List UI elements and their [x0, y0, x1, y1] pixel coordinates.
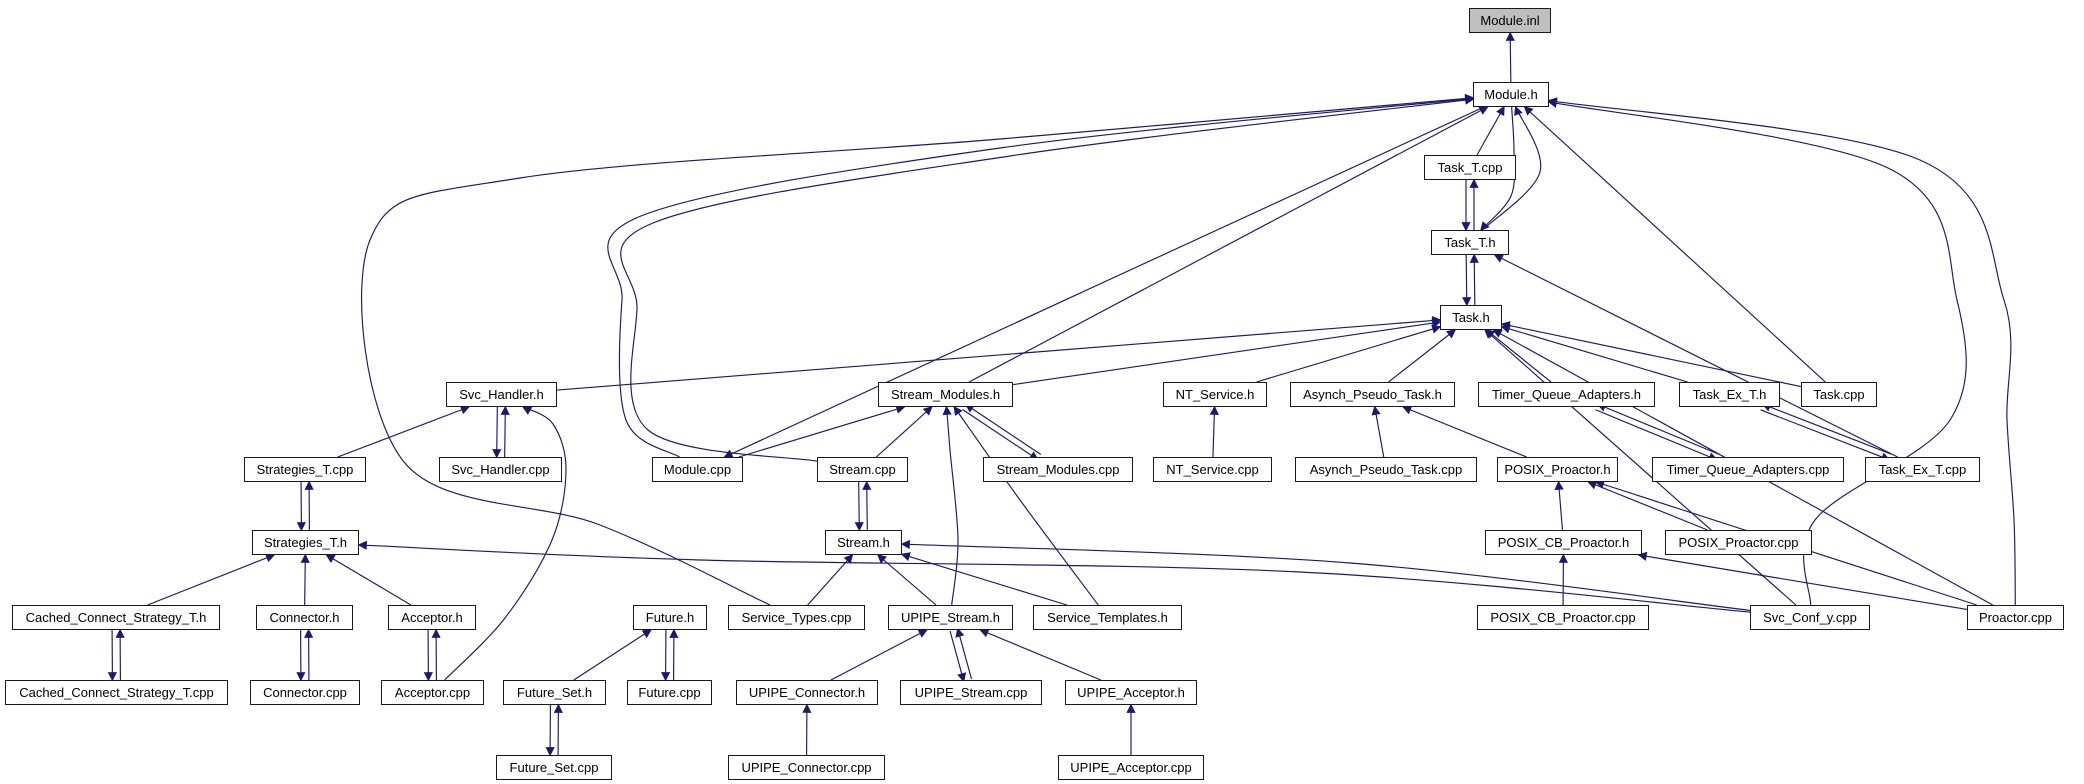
graph-node-Proactor.cpp[interactable]: Proactor.cpp	[1967, 605, 2064, 630]
edge-UPIPE_Stream.h-to-UPIPE_Stream.cpp	[950, 631, 964, 681]
graph-node-Future.h[interactable]: Future.h	[633, 605, 707, 630]
edge-UPIPE_Stream.cpp-to-UPIPE_Stream.h	[958, 629, 972, 679]
edge-Task.cpp-to-Module.h	[1525, 107, 1826, 382]
graph-node-Strategies_T.h[interactable]: Strategies_T.h	[252, 530, 359, 555]
graph-node-Svc_Handler.cpp[interactable]: Svc_Handler.cpp	[439, 457, 562, 482]
graph-node-UPIPE_Connector.cpp[interactable]: UPIPE_Connector.cpp	[728, 755, 885, 780]
graph-node-Asynch_Pseudo_Task.h[interactable]: Asynch_Pseudo_Task.h	[1290, 382, 1455, 407]
graph-node-Timer_Queue_Adapters.cpp[interactable]: Timer_Queue_Adapters.cpp	[1652, 457, 1844, 482]
graph-node-NT_Service.h[interactable]: NT_Service.h	[1163, 382, 1267, 407]
graph-node-Stream.h[interactable]: Stream.h	[825, 530, 902, 555]
edge-NT_Service.cpp-to-NT_Service.h	[1213, 407, 1215, 457]
graph-node-UPIPE_Stream.h[interactable]: UPIPE_Stream.h	[888, 605, 1013, 630]
graph-node-Task_T.h[interactable]: Task_T.h	[1431, 230, 1509, 255]
edge-Task_Ex_T.cpp-to-Task_Ex_T.h	[1763, 404, 1892, 454]
edge-Task_Ex_T.h-to-Task_Ex_T.cpp	[1761, 410, 1890, 460]
edge-Asynch_Pseudo_Task.h-to-Task.h	[1388, 330, 1455, 382]
graph-node-Cached_Connect_Strategy_T.h[interactable]: Cached_Connect_Strategy_T.h	[12, 605, 220, 630]
edge-Service_Types.cpp-to-Module.h	[362, 98, 1473, 605]
edge-UPIPE_Acceptor.h-to-UPIPE_Stream.h	[981, 630, 1101, 680]
edge-POSIX_Proactor.h-to-Asynch_Pseudo_Task.h	[1403, 407, 1526, 457]
graph-node-UPIPE_Connector.h[interactable]: UPIPE_Connector.h	[736, 680, 878, 705]
graph-node-Task_Ex_T.h[interactable]: Task_Ex_T.h	[1679, 382, 1780, 407]
edge-Task.h-to-Task_T.h	[1474, 255, 1475, 305]
edge-Task_Ex_T.h-to-Task.h	[1502, 327, 1688, 382]
edge-Stream_Modules.h-to-Module.h	[969, 107, 1487, 382]
graph-node-Service_Types.cpp[interactable]: Service_Types.cpp	[728, 605, 865, 630]
edge-Svc_Handler.cpp-to-Svc_Handler.h	[505, 407, 506, 457]
graph-node-Task.h[interactable]: Task.h	[1440, 305, 1502, 330]
graph-node-Task_Ex_T.cpp[interactable]: Task_Ex_T.cpp	[1865, 457, 1980, 482]
edge-Stream_Modules.cpp-to-Stream_Modules.h	[966, 405, 1041, 455]
graph-node-Future.cpp[interactable]: Future.cpp	[627, 680, 712, 705]
graph-node-POSIX_Proactor.h[interactable]: POSIX_Proactor.h	[1497, 457, 1618, 482]
graph-node-Acceptor.h[interactable]: Acceptor.h	[388, 605, 476, 630]
edge-Cached_Connect_Strategy_T.h-to-Strategies_T.h	[148, 555, 274, 605]
edge-Task_T.cpp-to-Module.h	[1477, 107, 1504, 155]
graph-node-POSIX_Proactor.cpp[interactable]: POSIX_Proactor.cpp	[1665, 530, 1812, 555]
graph-node-Module.inl[interactable]: Module.inl	[1469, 8, 1551, 33]
edge-Service_Templates.h-to-Stream_Modules.h	[954, 407, 1098, 605]
graph-node-Service_Templates.h[interactable]: Service_Templates.h	[1033, 605, 1182, 630]
graph-node-NT_Service.cpp[interactable]: NT_Service.cpp	[1153, 457, 1272, 482]
edge-Strategies_T.cpp-to-Svc_Handler.h	[338, 407, 469, 457]
graph-node-Strategies_T.cpp[interactable]: Strategies_T.cpp	[244, 457, 366, 482]
graph-node-Connector.cpp[interactable]: Connector.cpp	[250, 680, 360, 705]
edge-Acceptor.h-to-Strategies_T.h	[327, 555, 411, 605]
graph-node-Timer_Queue_Adapters.h[interactable]: Timer_Queue_Adapters.h	[1478, 382, 1655, 407]
edge-Svc_Handler.h-to-Svc_Handler.cpp	[497, 407, 498, 457]
graph-node-UPIPE_Acceptor.cpp[interactable]: UPIPE_Acceptor.cpp	[1058, 755, 1204, 780]
graph-node-Task.cpp[interactable]: Task.cpp	[1801, 382, 1877, 407]
edge-Future_Set.h-to-Future.h	[574, 630, 651, 680]
graph-node-Stream_Modules.h[interactable]: Stream_Modules.h	[878, 382, 1013, 407]
edge-Stream.cpp-to-Stream.h	[859, 482, 860, 530]
graph-node-POSIX_CB_Proactor.h[interactable]: POSIX_CB_Proactor.h	[1485, 530, 1642, 555]
edge-Connector.h-to-Strategies_T.h	[305, 555, 306, 605]
graph-node-Module.h[interactable]: Module.h	[1473, 82, 1549, 107]
graph-node-Asynch_Pseudo_Task.cpp[interactable]: Asynch_Pseudo_Task.cpp	[1295, 457, 1477, 482]
edge-UPIPE_Connector.h-to-UPIPE_Stream.h	[831, 630, 927, 680]
edge-Stream.h-to-Stream.cpp	[867, 482, 868, 530]
edge-Asynch_Pseudo_Task.cpp-to-Asynch_Pseudo_Task.h	[1375, 407, 1384, 457]
graph-node-Acceptor.cpp[interactable]: Acceptor.cpp	[381, 680, 484, 705]
graph-node-Cached_Connect_Strategy_T.cpp[interactable]: Cached_Connect_Strategy_T.cpp	[5, 680, 228, 705]
edge-POSIX_CB_Proactor.h-to-POSIX_Proactor.h	[1559, 482, 1563, 530]
edge-Timer_Queue_Adapters.h-to-Timer_Queue_Adapters.cpp	[1596, 410, 1717, 460]
graph-node-Future_Set.h[interactable]: Future_Set.h	[503, 680, 606, 705]
graph-node-Future_Set.cpp[interactable]: Future_Set.cpp	[496, 755, 612, 780]
edge-Task_T.h-to-Task.h	[1466, 255, 1467, 305]
graph-node-POSIX_CB_Proactor.cpp[interactable]: POSIX_CB_Proactor.cpp	[1477, 605, 1649, 630]
graph-node-Module.cpp[interactable]: Module.cpp	[652, 457, 743, 482]
edge-Stream_Modules.h-to-Task.h	[1013, 322, 1440, 385]
edge-Timer_Queue_Adapters.cpp-to-Timer_Queue_Adapters.h	[1598, 404, 1719, 454]
edge-Stream.cpp-to-Stream_Modules.h	[876, 407, 931, 457]
edge-UPIPE_Stream.h-to-Stream_Modules.h	[947, 407, 959, 605]
edge-Task_Ex_T.cpp-to-Task_T.h	[1495, 255, 1898, 457]
graph-node-Stream.cpp[interactable]: Stream.cpp	[817, 457, 908, 482]
edge-Module.cpp-to-Stream_Modules.h	[739, 407, 904, 457]
graph-node-Stream_Modules.cpp[interactable]: Stream_Modules.cpp	[983, 457, 1133, 482]
graph-node-UPIPE_Stream.cpp[interactable]: UPIPE_Stream.cpp	[900, 680, 1042, 705]
graph-node-Connector.h[interactable]: Connector.h	[256, 605, 353, 630]
graph-node-Svc_Conf_y.cpp[interactable]: Svc_Conf_y.cpp	[1750, 605, 1870, 630]
edge-Module.h-to-Module.inl	[1510, 33, 1511, 82]
edge-POSIX_Proactor.cpp-to-POSIX_Proactor.h	[1588, 482, 1707, 530]
graph-node-Task_T.cpp[interactable]: Task_T.cpp	[1424, 155, 1516, 180]
graph-node-Svc_Handler.h[interactable]: Svc_Handler.h	[446, 382, 557, 407]
graph-node-UPIPE_Acceptor.h[interactable]: UPIPE_Acceptor.h	[1065, 680, 1197, 705]
